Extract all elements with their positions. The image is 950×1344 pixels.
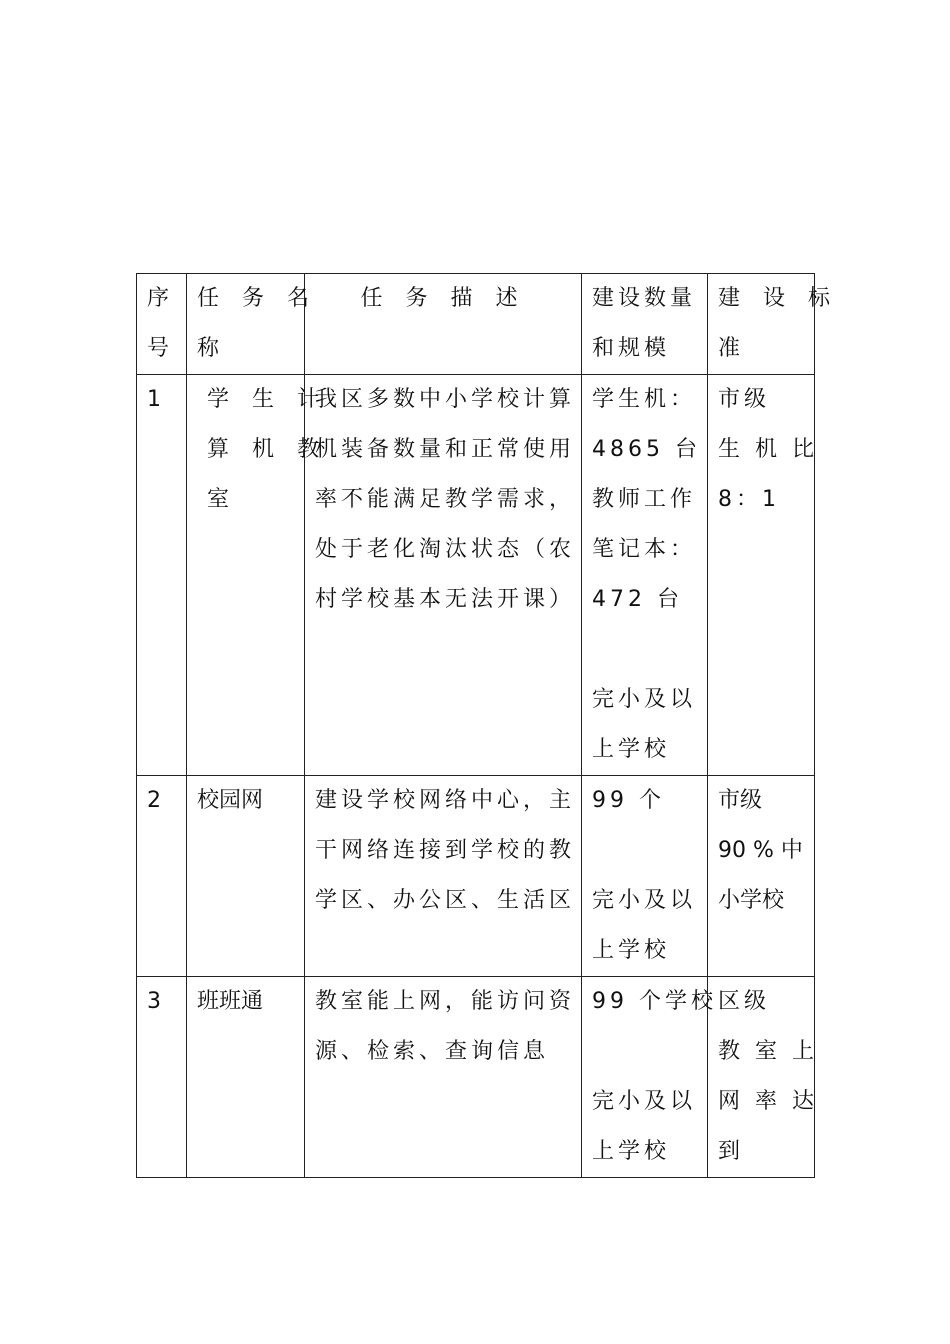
row-desc-line: 率不能满足教学需求， <box>315 487 576 512</box>
name-cell <box>187 776 305 977</box>
table-header-row <box>137 274 815 375</box>
header-name-line: 称 <box>197 336 228 361</box>
name-cell <box>187 375 327 776</box>
desc-cell <box>305 375 582 776</box>
row-std-line: 区级 <box>718 989 771 1014</box>
std-cell <box>708 776 815 977</box>
row-qty-line: 99 个 <box>592 788 665 813</box>
header-qty-cell <box>582 274 708 375</box>
header-qty-line: 建设数量 <box>592 286 697 311</box>
header-seq-line: 号 <box>147 336 170 361</box>
row-name-line: 班班通 <box>197 989 264 1014</box>
row-seq: 3 <box>147 989 161 1014</box>
header-desc-cell <box>305 274 582 375</box>
row-desc-line: 机装备数量和正常使用 <box>315 437 576 462</box>
blank-line <box>592 625 701 675</box>
row-std-line: 8：1 <box>718 487 780 512</box>
seq-cell <box>137 375 187 776</box>
qty-cell <box>582 977 717 1178</box>
row-qty-line: 99 个学校 <box>592 989 717 1014</box>
row-qty-line: 4865 台 <box>592 437 701 462</box>
desc-cell <box>305 776 582 977</box>
std-cell <box>708 977 818 1178</box>
row-std-line: 网 率 达 <box>718 1089 818 1114</box>
row-qty-note-line: 上学校 <box>592 737 671 762</box>
table-row <box>137 375 815 776</box>
blank-line <box>592 826 701 876</box>
row-std-line: 生 机 比 <box>718 437 818 462</box>
row-desc-line: 处于老化淘汰状态（农 <box>315 537 576 562</box>
header-seq-cell <box>137 274 187 375</box>
row-qty-note-line: 上学校 <box>592 1139 671 1164</box>
row-std-line: 到 <box>718 1139 745 1164</box>
seq-cell <box>137 776 187 977</box>
name-cell <box>187 977 305 1178</box>
table-row <box>137 776 815 977</box>
row-desc-line: 学区、办公区、生活区 <box>315 888 576 913</box>
row-desc-line: 干网络连接到学校的教 <box>315 838 576 863</box>
row-std-line: 小学校 <box>718 888 785 913</box>
row-seq: 1 <box>147 387 161 412</box>
header-name-line: 任 务 名 <box>197 286 317 311</box>
row-name-line: 校园网 <box>197 788 264 813</box>
header-desc-label: 任 务 描 述 <box>360 286 526 311</box>
row-qty-note-line: 上学校 <box>592 938 671 963</box>
row-desc-line: 我区多数中小学校计算 <box>315 387 576 412</box>
qty-cell <box>582 776 708 977</box>
row-std-line: 市级 <box>718 788 763 813</box>
header-qty-line: 和规模 <box>592 336 671 361</box>
row-name-line: 算 机 教 <box>207 437 327 462</box>
header-name-cell <box>187 274 317 375</box>
row-qty-note-line: 完小及以 <box>592 1089 697 1114</box>
qty-cell <box>582 375 708 776</box>
header-std-cell <box>708 274 838 375</box>
row-std-line: 90 % 中 <box>718 838 803 863</box>
header-seq-line: 序 <box>147 286 170 311</box>
row-desc-line: 教室能上网，能访问资 <box>315 989 576 1014</box>
row-qty-line: 学生机： <box>592 387 697 412</box>
row-qty-note-line: 完小及以 <box>592 687 697 712</box>
task-table <box>136 273 838 1178</box>
row-qty-note-line: 完小及以 <box>592 888 697 913</box>
row-std-line: 市级 <box>718 387 771 412</box>
row-qty-line: 笔记本： <box>592 537 697 562</box>
row-seq: 2 <box>147 788 161 813</box>
row-name-line: 学 生 计 <box>207 387 327 412</box>
table-row <box>137 977 815 1178</box>
desc-cell <box>305 977 582 1178</box>
row-desc-line: 建设学校网络中心，主 <box>315 788 576 813</box>
row-desc-line: 村学校基本无法开课） <box>315 587 576 612</box>
row-name-line: 室 <box>207 487 238 512</box>
seq-cell <box>137 977 187 1178</box>
blank-line <box>592 1027 701 1077</box>
std-cell <box>708 375 818 776</box>
row-qty-line: 472 台 <box>592 587 683 612</box>
header-std-line: 建 设 标 <box>718 286 838 311</box>
row-qty-line: 教师工作 <box>592 487 697 512</box>
header-std-line: 准 <box>718 336 749 361</box>
row-std-line: 教 室 上 <box>718 1039 818 1064</box>
row-desc-line: 源、检索、查询信息 <box>315 1039 550 1064</box>
